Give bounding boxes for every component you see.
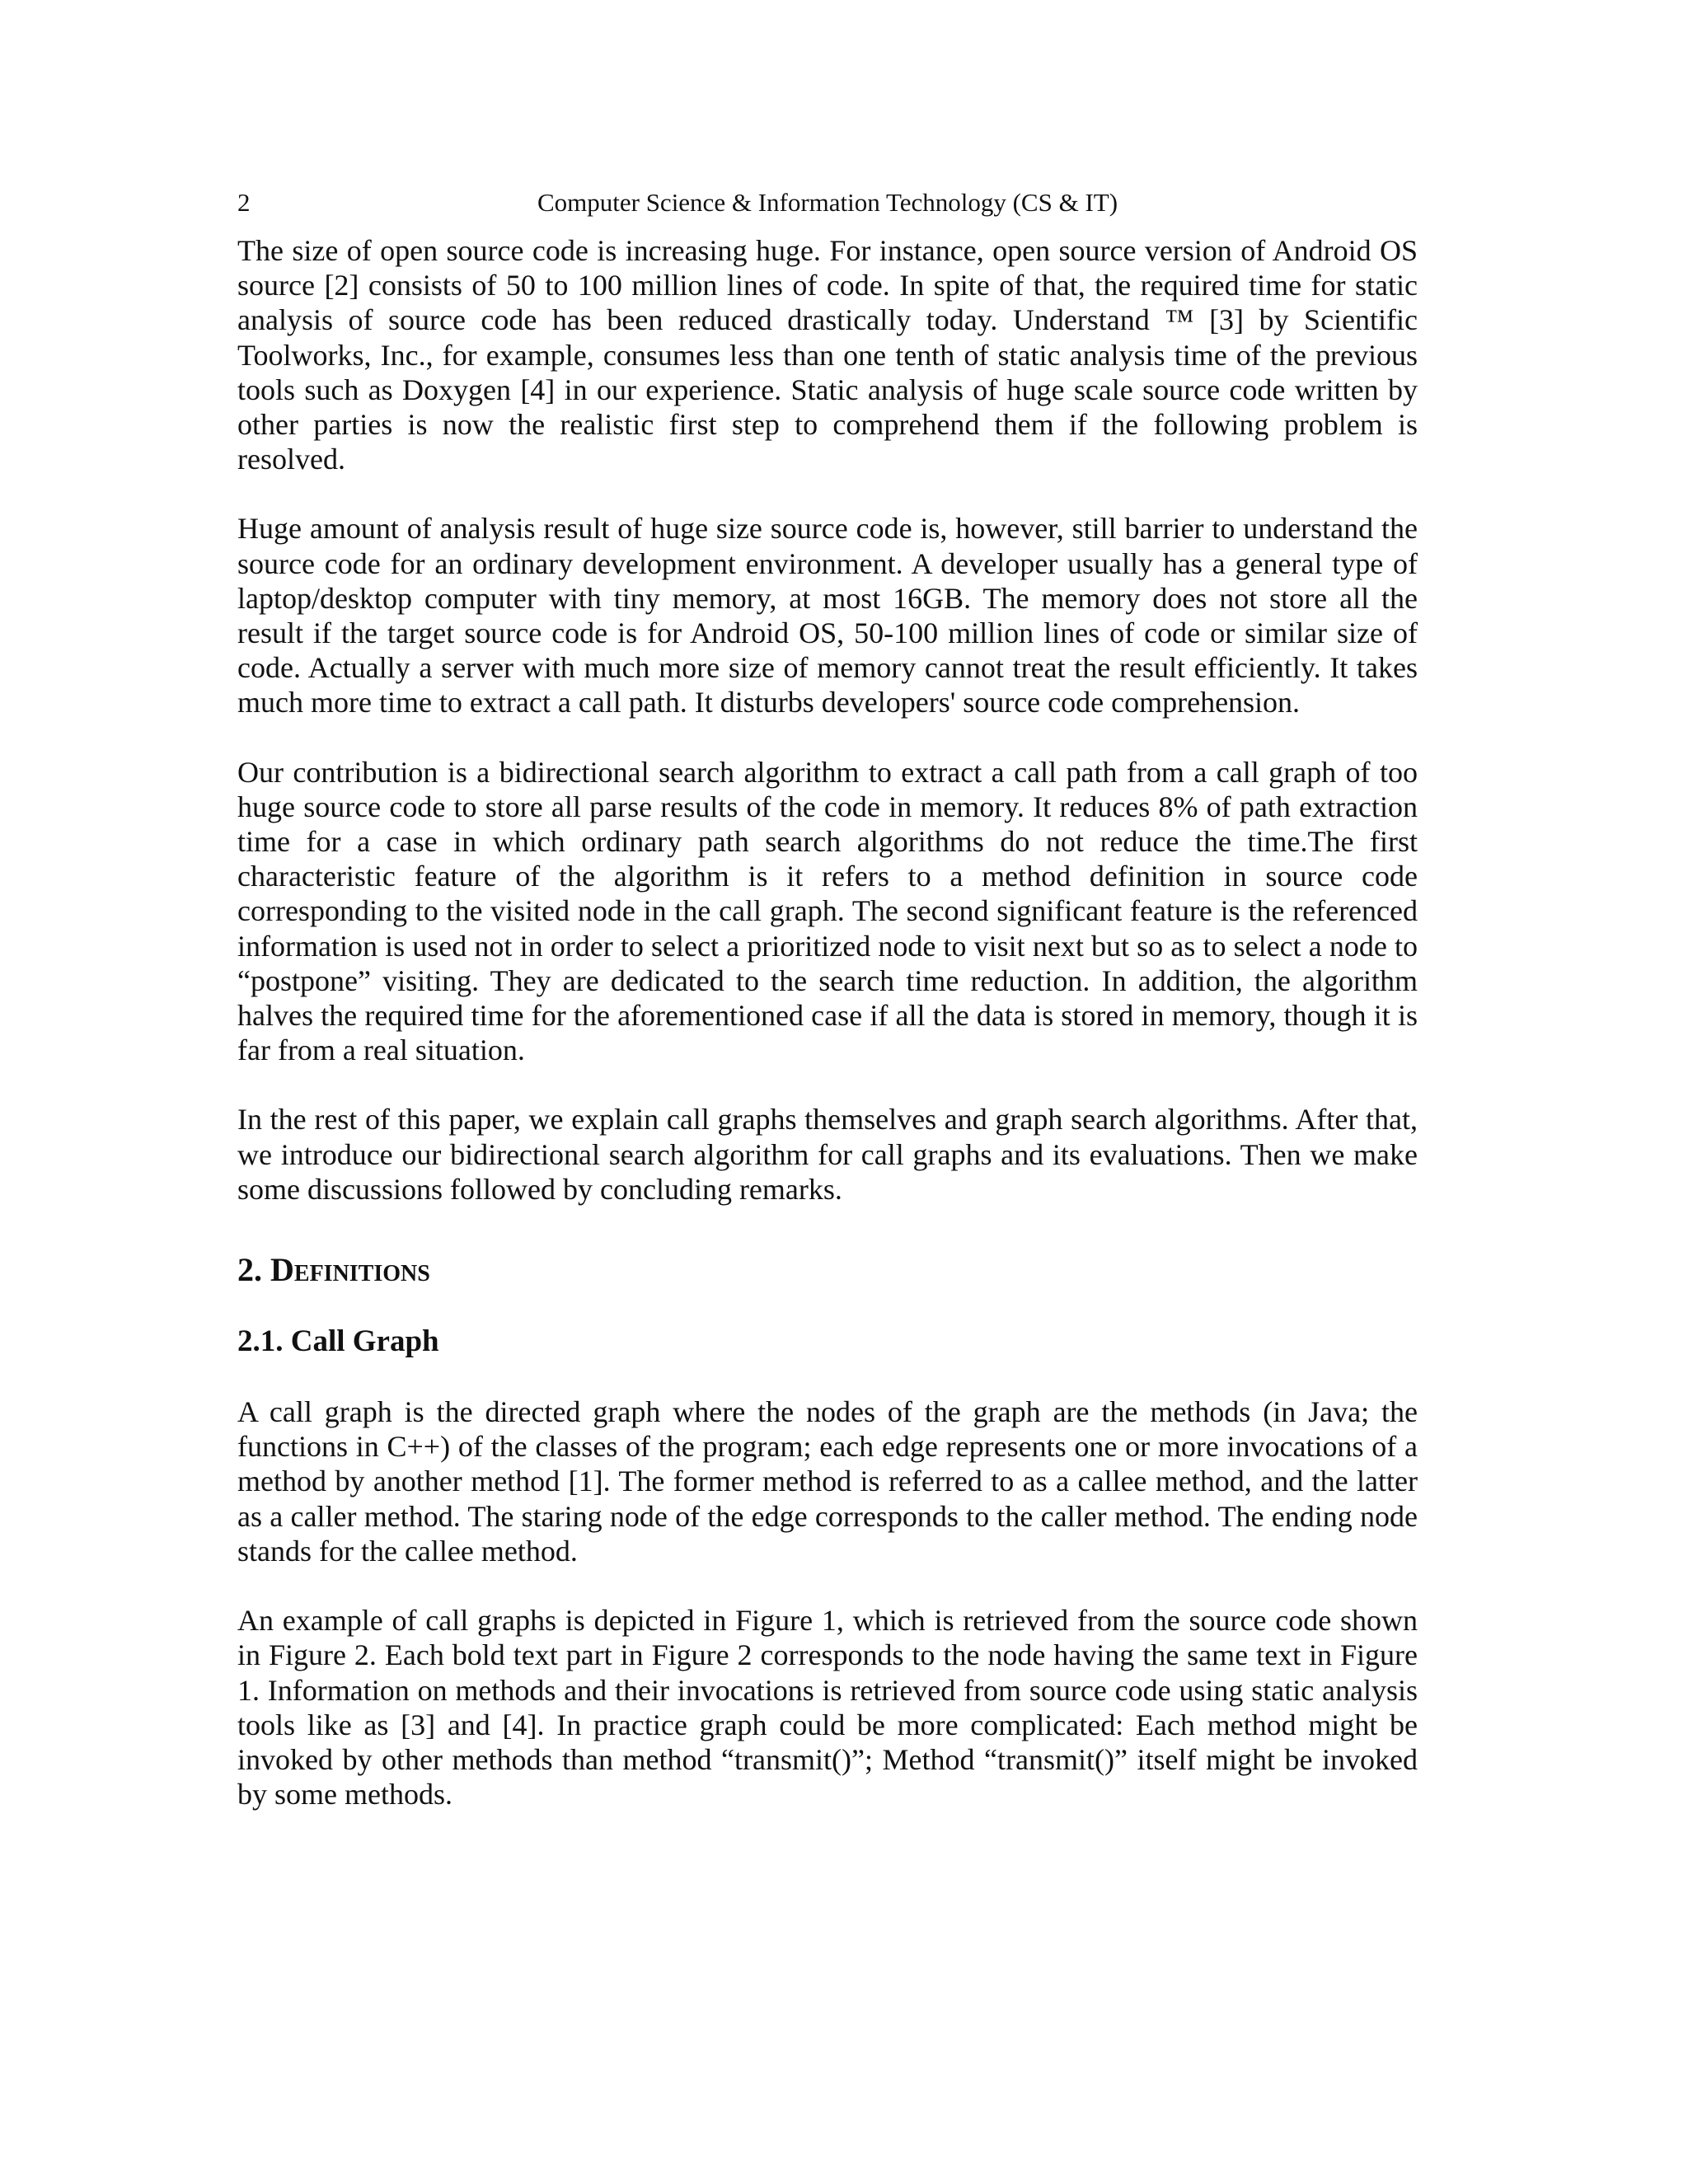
paragraph-call-graph-definition: A call graph is the directed graph where the nodes of the graph are the methods (in Java; the functions in C++) of the classes of the program; each edge represents one or more invocations of a method by another method [1]. The former method is referred to as a callee method, and the latter as a caller method. The staring node of the edge corresponds to the caller method. The ending node stands for the callee method. bbox=[237, 1395, 1418, 1568]
paragraph-paper-outline: In the rest of this paper, we explain call graphs themselves and graph search algorithms. After that, we introduce our bidirectional search algorithm for call graphs and its evaluations. Then we make some discussions followed by concluding remarks. bbox=[237, 1103, 1418, 1206]
journal-title: Computer Science & Information Technology (CS & IT) bbox=[537, 188, 1118, 217]
page-number: 2 bbox=[237, 188, 251, 217]
subsection-heading-call-graph: 2.1. Call Graph bbox=[237, 1324, 439, 1359]
running-header bbox=[237, 185, 1418, 221]
section-heading-definitions bbox=[237, 1249, 1418, 1291]
paragraph-analysis-barrier: Huge amount of analysis result of huge size source code is, however, still barrier to understand the source code for an ordinary development environment. A developer usually has a general type of laptop/desktop computer with tiny memory, at most 16GB. The memory does not store all the result if the target source code is for Android OS, 50-100 million lines of code or similar size of code. Actually a server with much more size of memory cannot treat the result efficiently. It takes much more time to extract a call path. It disturbs developers' source code comprehension. bbox=[237, 512, 1418, 719]
body-text bbox=[237, 233, 1418, 1811]
section-title: Definitions bbox=[270, 1251, 430, 1289]
paragraph-source-code-size: The size of open source code is increasing huge. For instance, open source version of Android OS source [2] consists of 50 to 100 million lines of code. In spite of that, the required time for static analysis of source code has been reduced drastically today. Understand ™ [3] by Scientific Toolworks, Inc., for example, consumes less than one tenth of static analysis time of the previous tools such as Doxygen [4] in our experience. Static analysis of huge scale source code written by other parties is now the realistic first step to comprehend them if the following problem is resolved. bbox=[237, 234, 1418, 476]
paragraph-contribution: Our contribution is a bidirectional search algorithm to extract a call path from a call graph of too huge source code to store all parse results of the code in memory. It reduces 8% of path extraction time for a case in which ordinary path search algorithms do not reduce the time.The first characteristic feature of the algorithm is it refers to a method definition in source code corresponding to the visited node in the call graph. The second significant feature is the referenced information is used not in order to select a prioritized node to visit next but so as to select a node to “postpone” visiting. They are dedicated to the search time reduction. In addition, the algorithm halves the required time for the aforementioned case if all the data is stored in memory, though it is far from a real situation. bbox=[237, 755, 1418, 1067]
paragraph-call-graph-example: An example of call graphs is depicted in Figure 1, which is retrieved from the source code shown in Figure 2. Each bold text part in Figure 2 corresponds to the node having the same text in Figure 1. Information on methods and their invocations is retrieved from source code using static analysis tools like as [3] and [4]. In practice graph could be more complicated: Each method might be invoked by other methods than method “transmit()”; Method “transmit()” itself might be invoked by some methods. bbox=[237, 1604, 1418, 1811]
section-number: 2. bbox=[237, 1251, 262, 1289]
